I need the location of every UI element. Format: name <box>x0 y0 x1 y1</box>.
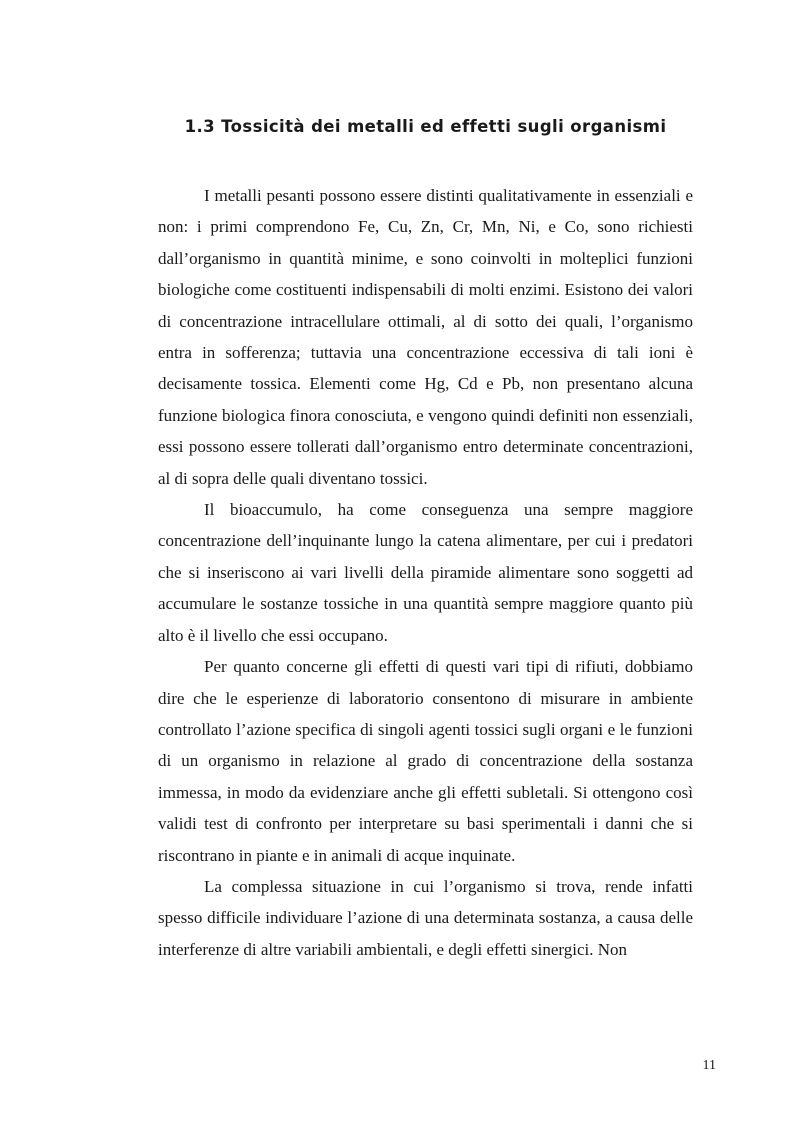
page-number: 11 <box>702 1058 716 1073</box>
paragraph: Per quanto concerne gli effetti di questi vari tipi di rifiuti, dobbiamo dire che le esperienze di laboratorio consentono di misurare in ambiente controllato l’azione specifica di singoli agenti tossici sugli organi e le funzioni di un organismo in relazione al grado di concentrazione della sostanza immessa, in modo da evidenziare anche gli effetti subletali. Si ottengono così validi test di confronto per interpretare su basi sperimentali i danni che si riscontrano in piante e in animali di acque inquinate. <box>158 657 693 865</box>
paragraph: Il bioaccumulo, ha come conseguenza una sempre maggiore concentrazione dell’inquinante lungo la catena alimentare, per cui i predatori che si inseriscono ai vari livelli della piramide alimentare sono soggetti ad accumulare le sostanze tossiche in una quantità sempre maggiore quanto più alto è il livello che essi occupano. <box>158 500 693 645</box>
paragraph: La complessa situazione in cui l’organismo si trova, rende infatti spesso difficile individuare l’azione di una determinata sostanza, a causa delle interferenze di altre variabili ambientali, e degli effetti sinergici. Non <box>158 876 693 959</box>
section-heading: 1.3 Tossicità dei metalli ed effetti sugli organismi <box>184 117 667 136</box>
paragraph: I metalli pesanti possono essere distinti qualitativamente in essenziali e non: i primi comprendono Fe, Cu, Zn, Cr, Mn, Ni, e Co, sono richiesti dall’organismo in quantità minime, e sono coinvolti in molteplici funzioni biologiche come costituenti indispensabili di molti enzimi. Esistono dei valori di concentrazione intracellulare ottimali, al di sotto dei quali, l’organismo entra in sofferenza; tuttavia una concentrazione eccessiva di tali ioni è decisamente tossica. Elementi come Hg, Cd e Pb, non presentano alcuna funzione biologica finora conosciuta, e vengono quindi definiti non essenziali, essi possono essere tollerati dall’organismo entro determinate concentrazioni, al di sopra delle quali diventano tossici. <box>158 186 693 488</box>
body-text <box>158 180 693 965</box>
